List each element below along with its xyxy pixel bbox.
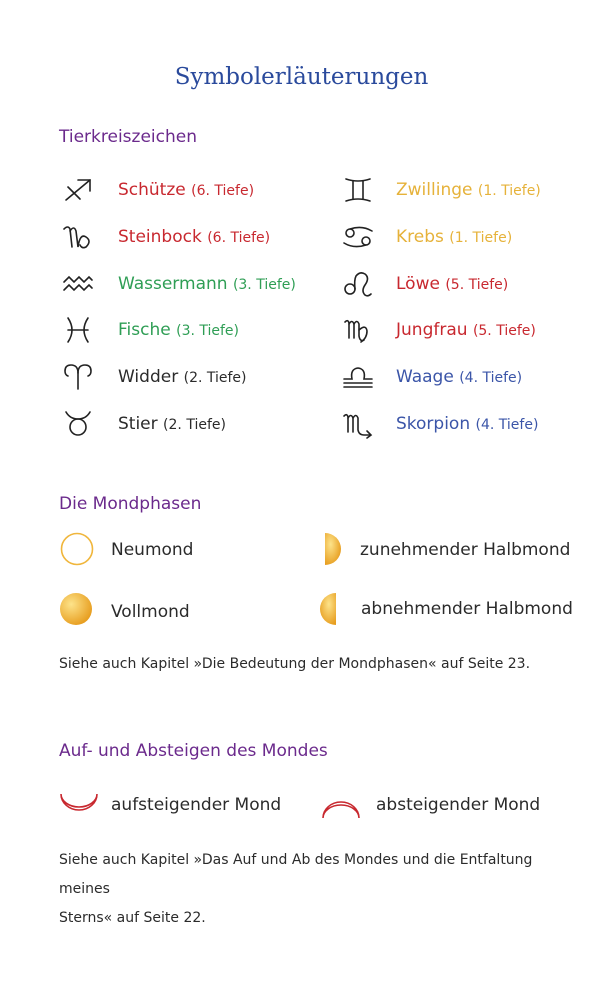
zodiac-scorpio [396,414,538,434]
pisces-icon [62,316,102,344]
moon-phase-label: Neumond [111,540,194,560]
zodiac-name: Zwillinge [396,180,473,200]
moon-phases-heading: Die Mondphasen [59,494,202,514]
zodiac-name: Krebs [396,227,444,247]
zodiac-leo [396,274,508,294]
libra-icon [342,363,382,391]
zodiac-depth: (5. Tiefe) [445,277,509,293]
descending-moon-icon [320,790,362,822]
virgo-icon [342,316,382,344]
zodiac-heading: Tierkreiszeichen [59,127,197,147]
moon-motion-note [59,846,559,933]
zodiac-depth: (4. Tiefe) [459,370,523,386]
scorpio-icon [342,410,382,438]
zodiac-cancer [396,227,512,247]
zodiac-name: Skorpion [396,414,471,434]
moon-phase-label: zunehmender Halbmond [360,540,571,560]
zodiac-depth: (2. Tiefe) [163,417,226,433]
zodiac-aries [118,367,247,387]
zodiac-depth: (3. Tiefe) [176,323,240,339]
zodiac-depth: (1. Tiefe) [449,230,513,246]
new-moon-icon [60,532,94,566]
aquarius-icon [62,270,102,298]
page-title: Symbolerläuterungen [174,64,429,90]
zodiac-depth: (6. Tiefe) [191,183,255,199]
moon-phase-label: abnehmender Halbmond [361,599,573,619]
zodiac-name: Schütze [118,180,186,200]
zodiac-depth: (1. Tiefe) [477,183,541,199]
note-line: Sterns« auf Seite 22. [59,910,206,926]
note-line: Siehe auch Kapitel »Das Auf und Ab des Mondes und die Entfaltung meines [59,852,533,897]
moon-motion-heading: Auf- und Absteigen des Mondes [59,741,328,761]
zodiac-name: Steinbock [118,227,202,247]
zodiac-name: Stier [118,414,158,434]
taurus-icon [62,410,102,438]
zodiac-name: Jungfrau [396,320,468,340]
zodiac-depth: (2. Tiefe) [183,370,247,386]
zodiac-name: Wassermann [118,274,228,294]
moon-phase-label: Vollmond [111,602,190,622]
full-moon-icon [59,592,93,626]
zodiac-depth: (5. Tiefe) [472,323,536,339]
zodiac-libra [396,367,522,387]
zodiac-sagittarius [118,180,254,200]
moon-motion-label: aufsteigender Mond [111,795,282,815]
leo-icon [342,270,382,298]
capricorn-icon [62,223,102,251]
zodiac-taurus [118,414,226,434]
ascending-moon-icon [58,790,100,822]
zodiac-depth: (3. Tiefe) [232,277,296,293]
cancer-icon [342,223,382,251]
zodiac-depth: (4. Tiefe) [475,417,539,433]
zodiac-name: Fische [118,320,171,340]
moon-phases-note: Siehe auch Kapitel »Die Bedeutung der Mondphasen« auf Seite 23. [59,656,531,672]
zodiac-name: Waage [396,367,454,387]
zodiac-virgo [396,320,536,340]
sagittarius-icon [62,176,102,204]
waxing-half-moon-icon [318,532,352,566]
zodiac-aquarius [118,274,296,294]
waning-half-moon-icon [312,592,346,626]
zodiac-gemini [396,180,541,200]
gemini-icon [342,176,382,204]
zodiac-capricorn [118,227,270,247]
zodiac-pisces [118,320,239,340]
aries-icon [62,363,102,391]
zodiac-name: Widder [118,367,179,387]
zodiac-name: Löwe [396,274,440,294]
moon-motion-label: absteigender Mond [376,795,541,815]
zodiac-depth: (6. Tiefe) [207,230,271,246]
